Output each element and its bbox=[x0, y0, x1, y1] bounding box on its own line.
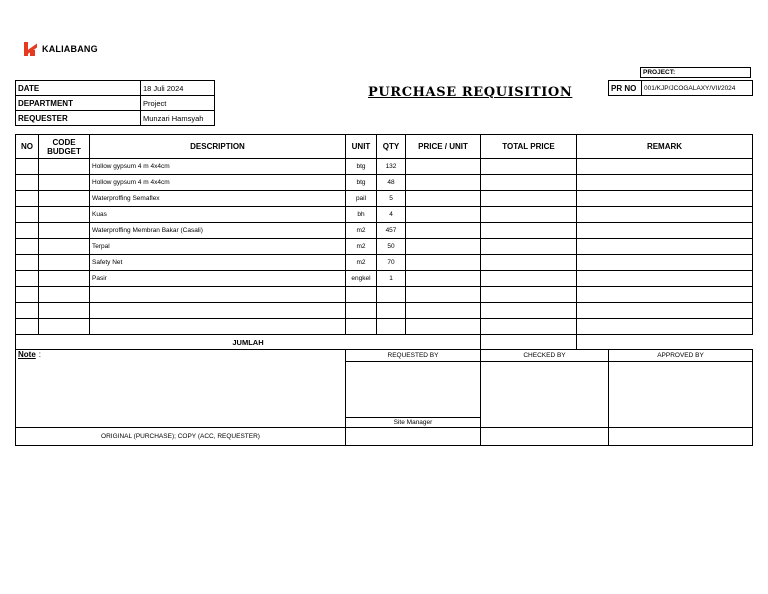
project-field: PROJECT: bbox=[640, 67, 751, 78]
approved-by-label: APPROVED BY bbox=[609, 350, 753, 362]
requested-by-label: REQUESTED BY bbox=[346, 350, 481, 362]
pr-number-table bbox=[608, 80, 753, 96]
unit-cell: btg bbox=[346, 175, 377, 191]
no-cell bbox=[16, 191, 39, 207]
no-cell bbox=[16, 207, 39, 223]
description-cell: Waterproffing Semaflex bbox=[90, 191, 346, 207]
qty-cell: 4 bbox=[377, 207, 406, 223]
checked-by-label: CHECKED BY bbox=[481, 350, 609, 362]
table-row bbox=[16, 271, 753, 287]
qty-cell: 50 bbox=[377, 239, 406, 255]
no-cell bbox=[16, 239, 39, 255]
description-cell: Terpal bbox=[90, 239, 346, 255]
table-row bbox=[16, 191, 753, 207]
pr-number-value: 001/KJP/JCOGALAXY/VII/2024 bbox=[642, 81, 753, 96]
copy-distribution-note: ORIGINAL (PURCHASE); COPY (ACC, REQUESTER) bbox=[16, 428, 346, 446]
total-price-cell bbox=[481, 239, 577, 255]
code-budget-cell bbox=[39, 239, 90, 255]
remark-cell bbox=[577, 207, 753, 223]
table-row bbox=[16, 159, 753, 175]
description-cell: Kuas bbox=[90, 207, 346, 223]
code-budget-cell bbox=[39, 271, 90, 287]
table-row bbox=[16, 223, 753, 239]
description-cell: Safety Net bbox=[90, 255, 346, 271]
code-budget-cell bbox=[39, 175, 90, 191]
unit-cell: m2 bbox=[346, 239, 377, 255]
price-unit-cell bbox=[406, 159, 481, 175]
total-price-cell bbox=[481, 191, 577, 207]
qty-cell: 132 bbox=[377, 159, 406, 175]
table-row bbox=[16, 239, 753, 255]
table-header-row bbox=[16, 135, 753, 159]
code-budget-cell bbox=[39, 159, 90, 175]
header-total-price: TOTAL PRICE bbox=[481, 135, 577, 159]
jumlah-row bbox=[16, 335, 753, 350]
remark-cell bbox=[577, 239, 753, 255]
table-row bbox=[16, 255, 753, 271]
qty-cell: 457 bbox=[377, 223, 406, 239]
table-row-empty bbox=[16, 287, 753, 303]
remark-cell bbox=[577, 255, 753, 271]
date-label: DATE bbox=[16, 81, 141, 96]
pr-number-label: PR NO bbox=[609, 81, 642, 96]
total-price-cell bbox=[481, 223, 577, 239]
total-price-cell bbox=[481, 271, 577, 287]
header-unit: UNIT bbox=[346, 135, 377, 159]
description-cell: Waterproffing Membran Bakar (Casali) bbox=[90, 223, 346, 239]
price-unit-cell bbox=[406, 255, 481, 271]
qty-cell: 70 bbox=[377, 255, 406, 271]
date-value: 18 Juli 2024 bbox=[141, 81, 215, 96]
header-code-budget: CODE BUDGET bbox=[39, 135, 90, 159]
no-cell bbox=[16, 223, 39, 239]
header-remark: REMARK bbox=[577, 135, 753, 159]
qty-cell: 5 bbox=[377, 191, 406, 207]
no-cell bbox=[16, 159, 39, 175]
total-price-cell bbox=[481, 175, 577, 191]
total-price-cell bbox=[481, 255, 577, 271]
requester-value: Munzari Hamsyah bbox=[141, 111, 215, 126]
table-row bbox=[16, 207, 753, 223]
code-budget-cell bbox=[39, 223, 90, 239]
unit-cell: engkel bbox=[346, 271, 377, 287]
description-cell: Hollow gypsum 4 m 4x4cm bbox=[90, 159, 346, 175]
price-unit-cell bbox=[406, 239, 481, 255]
price-unit-cell bbox=[406, 223, 481, 239]
description-cell: Hollow gypsum 4 m 4x4cm bbox=[90, 175, 346, 191]
remark-cell bbox=[577, 175, 753, 191]
price-unit-cell bbox=[406, 207, 481, 223]
code-budget-cell bbox=[39, 191, 90, 207]
unit-cell: bh bbox=[346, 207, 377, 223]
requester-title: Site Manager bbox=[346, 418, 481, 428]
unit-cell: btg bbox=[346, 159, 377, 175]
table-row bbox=[16, 175, 753, 191]
unit-cell: m2 bbox=[346, 255, 377, 271]
checked-by-signature bbox=[481, 362, 609, 428]
header-price-unit: PRICE / UNIT bbox=[406, 135, 481, 159]
header-qty: QTY bbox=[377, 135, 406, 159]
kaliabang-logo-icon bbox=[24, 42, 37, 56]
remark-cell bbox=[577, 159, 753, 175]
items-table bbox=[15, 134, 753, 350]
no-cell bbox=[16, 255, 39, 271]
no-cell bbox=[16, 271, 39, 287]
document-title: PURCHASE REQUISITION bbox=[368, 85, 573, 100]
qty-cell: 1 bbox=[377, 271, 406, 287]
code-budget-cell bbox=[39, 207, 90, 223]
info-row-requester bbox=[16, 111, 215, 126]
info-row-date bbox=[16, 81, 215, 96]
requester-label: REQUESTER bbox=[16, 111, 141, 126]
price-unit-cell bbox=[406, 271, 481, 287]
header-description: DESCRIPTION bbox=[90, 135, 346, 159]
total-price-cell bbox=[481, 159, 577, 175]
info-row-department bbox=[16, 96, 215, 111]
remark-cell bbox=[577, 191, 753, 207]
description-cell: Pasir bbox=[90, 271, 346, 287]
approved-by-signature bbox=[609, 362, 753, 428]
department-value: Project bbox=[141, 96, 215, 111]
requisition-info-table bbox=[15, 80, 215, 126]
jumlah-total-cell bbox=[481, 335, 577, 350]
unit-cell: m2 bbox=[346, 223, 377, 239]
table-row-empty bbox=[16, 319, 753, 335]
company-logo bbox=[24, 42, 98, 56]
requested-by-signature bbox=[346, 362, 481, 418]
price-unit-cell bbox=[406, 175, 481, 191]
code-budget-cell bbox=[39, 255, 90, 271]
price-unit-cell bbox=[406, 191, 481, 207]
note-area: Note : bbox=[16, 350, 346, 428]
approval-footer bbox=[15, 349, 753, 446]
table-row-empty bbox=[16, 303, 753, 319]
note-label: Note bbox=[18, 350, 36, 359]
header-no: NO bbox=[16, 135, 39, 159]
remark-cell bbox=[577, 223, 753, 239]
jumlah-label: JUMLAH bbox=[16, 335, 481, 350]
remark-cell bbox=[577, 271, 753, 287]
qty-cell: 48 bbox=[377, 175, 406, 191]
no-cell bbox=[16, 175, 39, 191]
company-name: KALIABANG bbox=[42, 44, 98, 54]
unit-cell: pail bbox=[346, 191, 377, 207]
total-price-cell bbox=[481, 207, 577, 223]
department-label: DEPARTMENT bbox=[16, 96, 141, 111]
